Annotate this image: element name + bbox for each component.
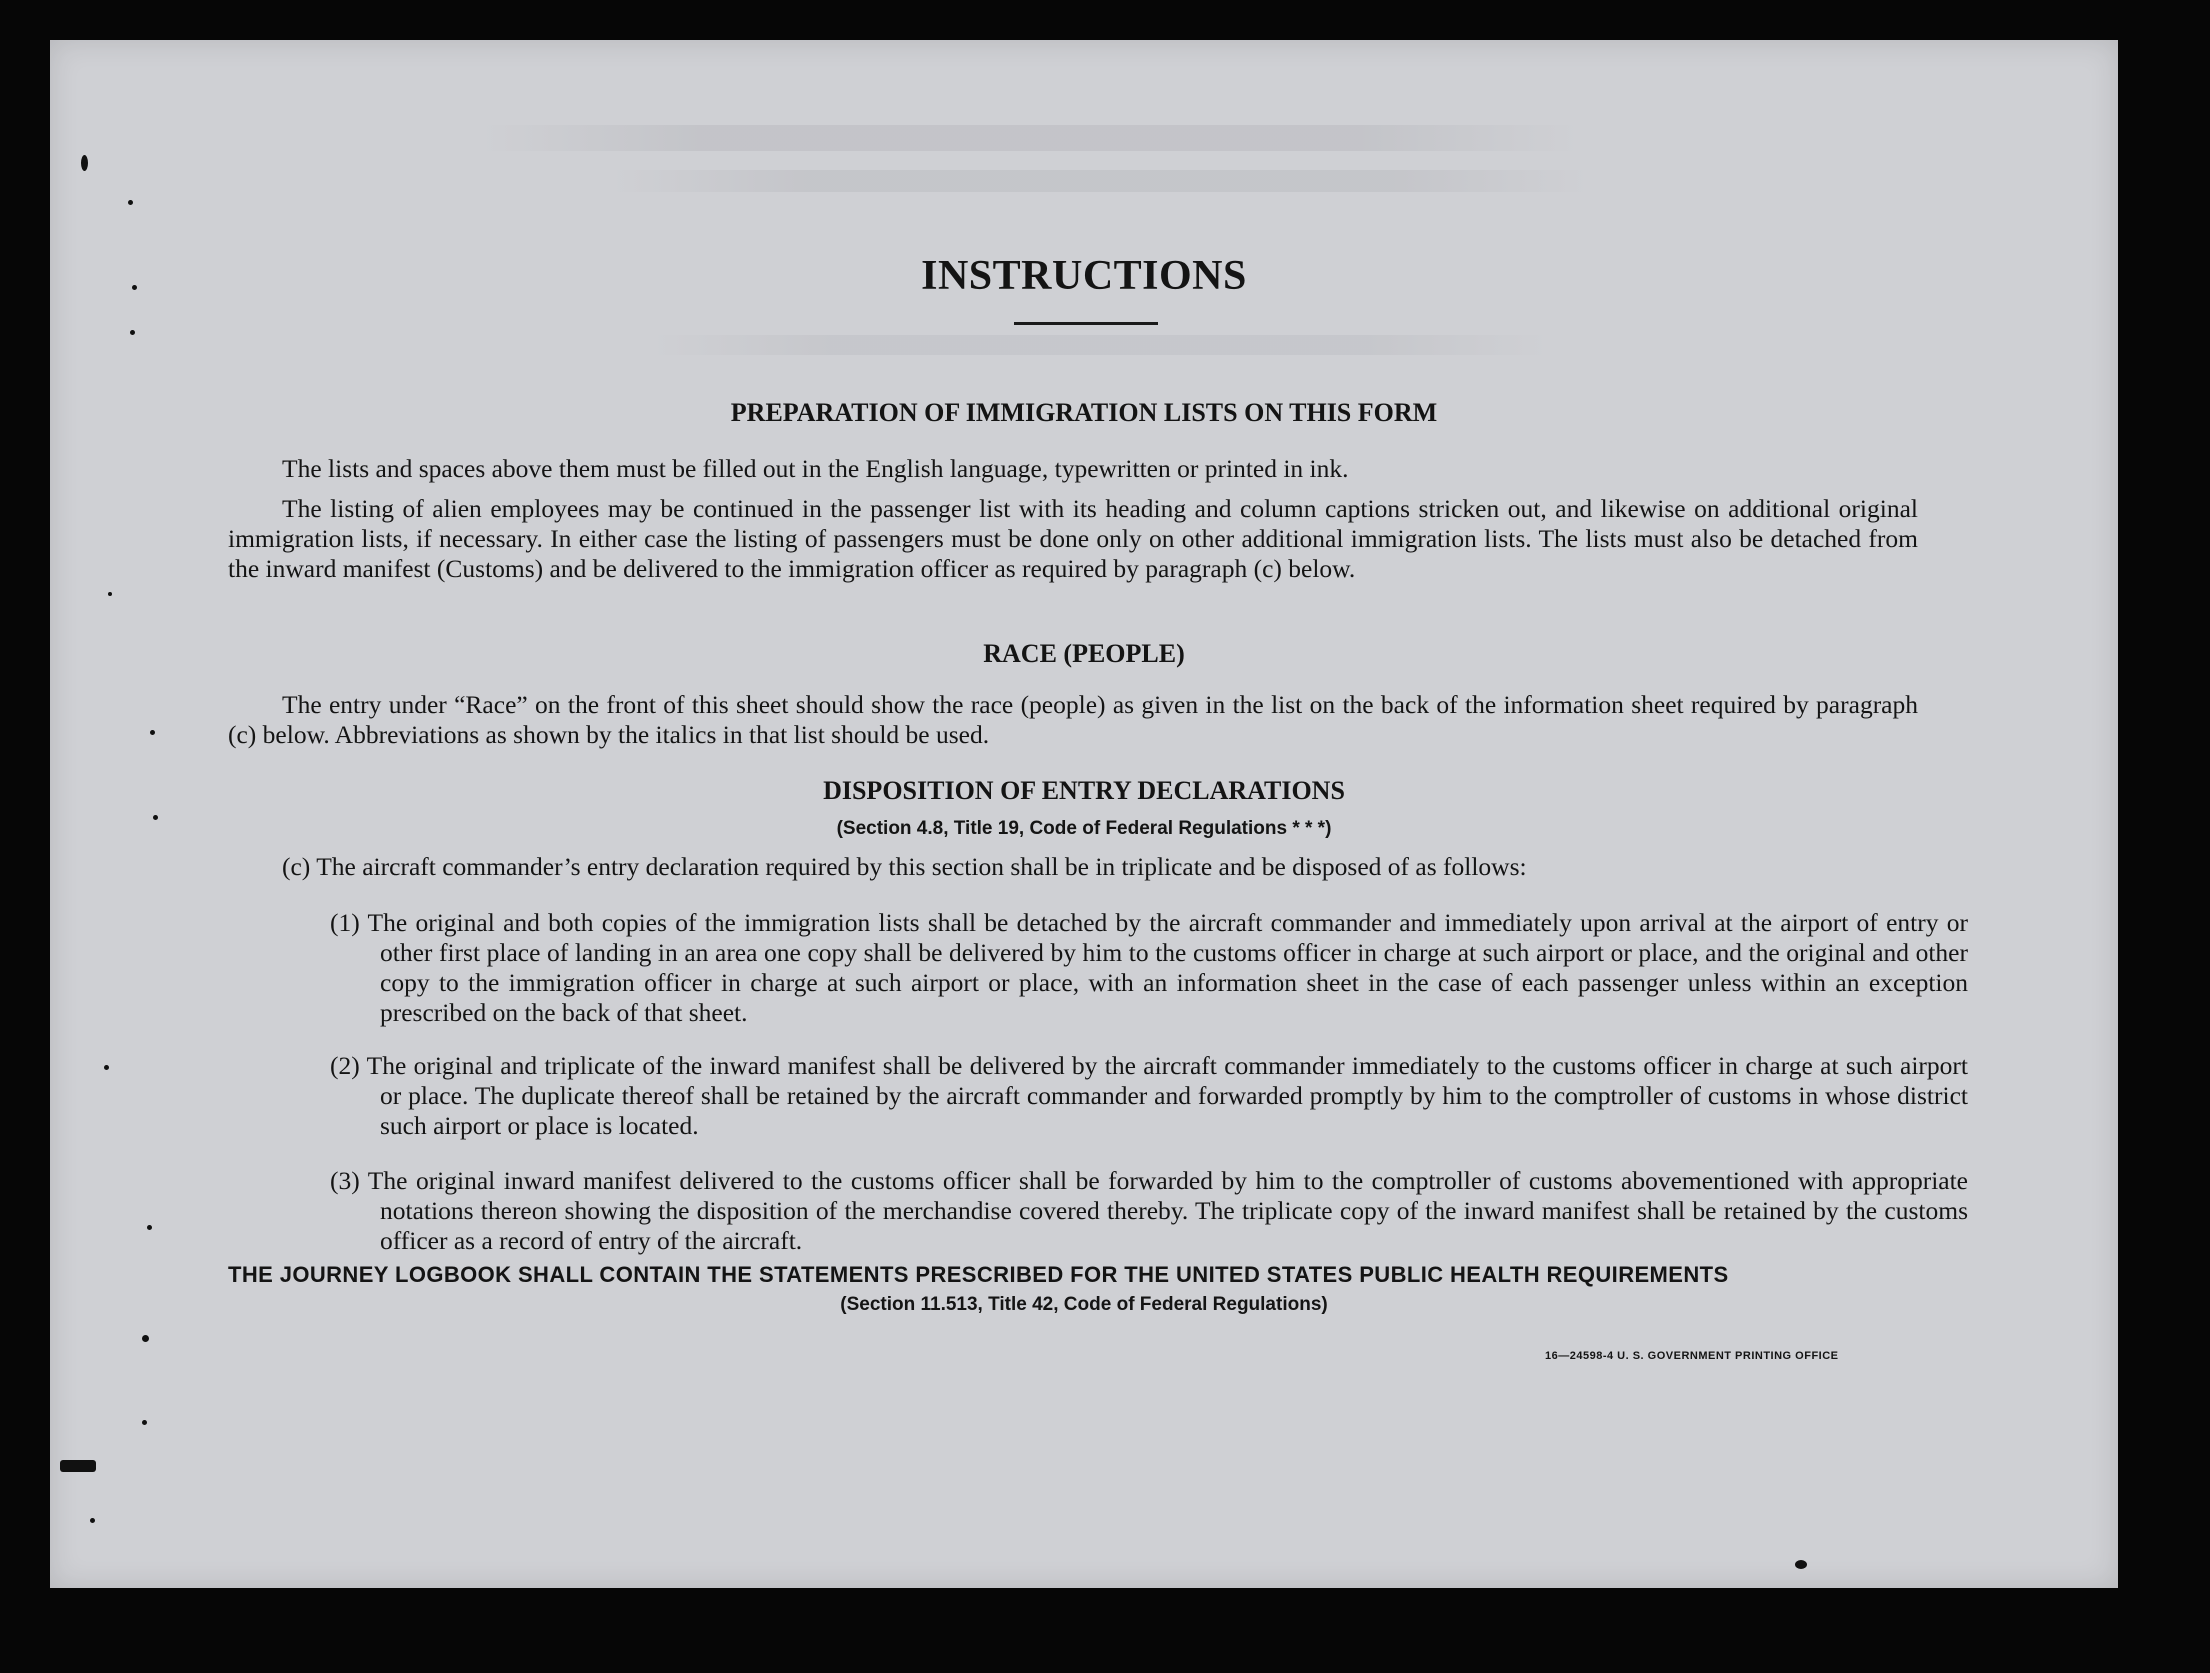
show-through-band-3 — [650, 335, 1550, 355]
paragraph-c: (c) The aircraft commander’s entry declaration required by this section shall be in triplicate and be disposed of as follows: — [282, 852, 1527, 881]
margin-mark — [142, 1420, 147, 1425]
disposition-citation: (Section 4.8, Title 19, Code of Federal Regulations * * *) — [836, 818, 1332, 839]
document-sheet — [50, 40, 2118, 1588]
section-heading-preparation: PREPARATION OF IMMIGRATION LISTS ON THIS FORM — [730, 398, 1438, 427]
margin-mark — [60, 1460, 96, 1472]
show-through-band-1 — [480, 125, 1580, 151]
paragraph-preparation-1: The lists and spaces above them must be filled out in the English language, typewritten or printed in ink. — [282, 454, 1349, 483]
section-heading-race: RACE (PEOPLE) — [983, 639, 1185, 668]
title-underline — [1014, 322, 1158, 325]
margin-mark — [81, 155, 88, 171]
show-through-band-2 — [610, 170, 1590, 192]
margin-mark — [90, 1518, 95, 1523]
margin-mark — [130, 330, 135, 335]
margin-mark — [104, 1065, 109, 1070]
printing-office-imprint: 16—24598-4 U. S. GOVERNMENT PRINTING OFFICE — [1545, 1350, 1839, 1362]
footer-citation: (Section 11.513, Title 42, Code of Federal Regulations) — [840, 1294, 1328, 1315]
margin-mark — [150, 730, 155, 735]
list-item-2: (2) The original and triplicate of the inward manifest shall be delivered by the aircraft commander immediately to the customs officer in charge at such airport or place. The duplicate thereof shall be retained by the aircraft commander and forwarded promptly by him to the comptroller of customs in whose district such airport or place is located. — [330, 1051, 1968, 1140]
margin-mark — [142, 1335, 149, 1342]
paragraph-preparation-2: The listing of alien employees may be continued in the passenger list with its heading and column captions stricken out, and likewise on additional original immigration lists, if necessary. In either case the listing of passengers must be done only on other additional immigration lists. The lists must also be detached from the inward manifest (Customs) and be delivered to the immigration officer as required by paragraph (c) below. — [228, 494, 1918, 583]
footer-health-requirements: THE JOURNEY LOGBOOK SHALL CONTAIN THE STATEMENTS PRESCRIBED FOR THE UNITED STATES PUBLIC HEALTH REQUIREMENTS — [228, 1262, 1729, 1287]
list-item-1: (1) The original and both copies of the immigration lists shall be detached by the aircraft commander and immediately upon arrival at the airport of entry or other first place of landing in an area one copy shall be delivered by him to the customs officer in charge at such airport or place, and the original and other copy to the immigration officer in charge at such airport or place, with an information sheet in the case of each passenger unless within an exception prescribed on the back of that sheet. — [330, 908, 1968, 1027]
margin-mark — [132, 285, 137, 290]
section-heading-disposition: DISPOSITION OF ENTRY DECLARATIONS — [823, 776, 1345, 805]
margin-mark — [153, 815, 158, 820]
paragraph-race: The entry under “Race” on the front of this sheet should show the race (people) as given in the list on the back of the information sheet required by paragraph (c) below. Abbreviations as shown by the italics in that list should be used. — [228, 690, 1918, 749]
page-title: INSTRUCTIONS — [921, 253, 1247, 299]
margin-mark — [108, 592, 112, 596]
margin-mark — [147, 1225, 152, 1230]
margin-mark — [1795, 1560, 1807, 1569]
margin-mark — [128, 200, 133, 205]
list-item-3: (3) The original inward manifest delivered to the customs officer shall be forwarded by him to the comptroller of customs abovementioned with appropriate notations thereon showing the disposition of the merchandise covered thereby. The triplicate copy of the inward manifest shall be retained by the customs officer as a record of entry of the aircraft. — [330, 1166, 1968, 1255]
